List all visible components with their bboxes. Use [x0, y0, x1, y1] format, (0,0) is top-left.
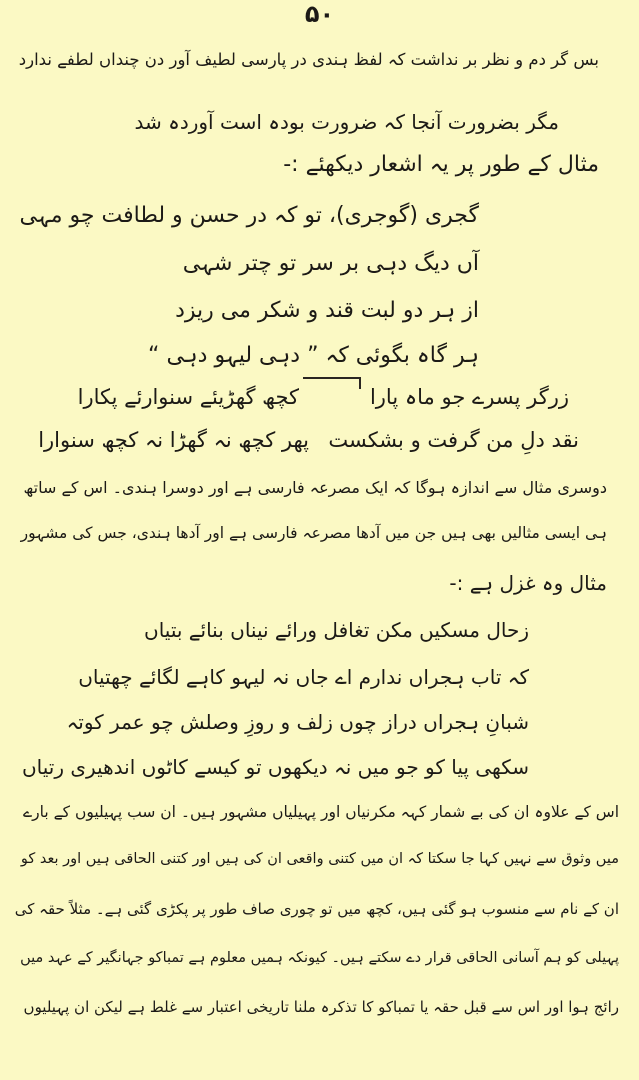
poem-line-3: از ہر دو لبت قند و شکر می ریزد	[175, 298, 479, 323]
couplet-2-left: پھر کچھ نہ گھڑا نہ کچھ سنوارا	[38, 428, 309, 452]
paragraph-1-line-3: مثال وہ غزل ہے :-	[449, 571, 607, 595]
paragraph-1-line-2: ہی ایسی مثالیں بھی ہیں جن میں آدھا مصرعہ فارسی ہے اور آدھا ہندی، جس کی مشہور	[20, 524, 607, 542]
persian-quote-line-2: مگر بضرورت آنجا کہ ضرورت بودہ است آوردہ شد	[134, 110, 559, 134]
persian-quote-line-1: بس گر دم و نظر بر نداشت کہ لفظ ہندی در پارسی لطیف آور دن چنداں لطفے ندارد	[18, 50, 599, 69]
couplet-rule	[303, 377, 359, 379]
paragraph-2-line-3: ان کے نام سے منسوب ہو گئی ہیں، کچھ میں تو چوری صاف طور پر پکڑی گئی ہے۔ مثلاً حقہ کی	[14, 900, 619, 918]
examples-intro: مثال کے طور پر یہ اشعار دیکھئے :-	[283, 152, 599, 177]
paragraph-2-line-4: پہیلی کو ہم آسانی الحاقی قرار دے سکتے ہیں۔ کیونکہ ہمیں معلوم ہے تمباکو جہانگیر کے عہد میں	[20, 950, 619, 966]
couplet-1-left: کچھ گھڑیئے سنوارئے پکارا	[77, 385, 299, 409]
couplet-1-right: زرگر پسرے جو ماہ پارا	[369, 385, 569, 409]
page-number: ۵۰	[304, 0, 335, 28]
couplet-rule-tick	[359, 377, 361, 389]
paragraph-2-line-5: رائج ہوا اور اس سے قبل حقہ یا تمباکو کا تذکرہ ملنا تاریخی اعتبار سے غلط ہے لیکن ان پہیلیوں	[23, 998, 619, 1016]
paragraph-2-line-1: اس کے علاوہ ان کی بے شمار کہہ مکرنیاں اور پہیلیاں مشہور ہیں۔ ان سب پہیلیوں کے بارے	[23, 803, 619, 821]
ghazal-line-4: سکھی پیا کو جو میں نہ دیکھوں تو کیسے کاٹوں اندھیری رتیاں	[21, 755, 529, 779]
poem-line-1: گجری (گوجری)، تو کہ در حسن و لطافت چو مہی	[19, 203, 479, 228]
ghazal-line-3: شبانِ ہجراں دراز چوں زلف و روزِ وصلش چو عمر کوتہ	[66, 710, 529, 734]
paragraph-2-line-2: میں وثوق سے نہیں کہا جا سکتا کہ ان میں کتنی واقعی ان کی ہیں اور کتنی الحاقی ہیں اور بعد کو	[20, 851, 619, 867]
couplet-2-right: نقد دلِ من گرفت و بشکست	[328, 428, 579, 452]
paragraph-1-line-1: دوسری مثال سے اندازہ ہوگا کہ ایک مصرعہ فارسی ہے اور دوسرا ہندی۔ اس کے ساتھ	[23, 478, 607, 497]
poem-line-4: ہر گاہ بگوئی کہ ” دہی لیہو دہی “	[148, 343, 479, 368]
poem-line-2: آں دیگ دہی بر سر تو چتر شہی	[182, 251, 479, 276]
ghazal-line-2: کہ تاب ہجراں ندارم اے جاں نہ لیہو کاہے لگائے چھتیاں	[78, 665, 529, 689]
ghazal-line-1: زحال مسکیں مکن تغافل ورائے نیناں بنائے بتیاں	[144, 618, 529, 642]
